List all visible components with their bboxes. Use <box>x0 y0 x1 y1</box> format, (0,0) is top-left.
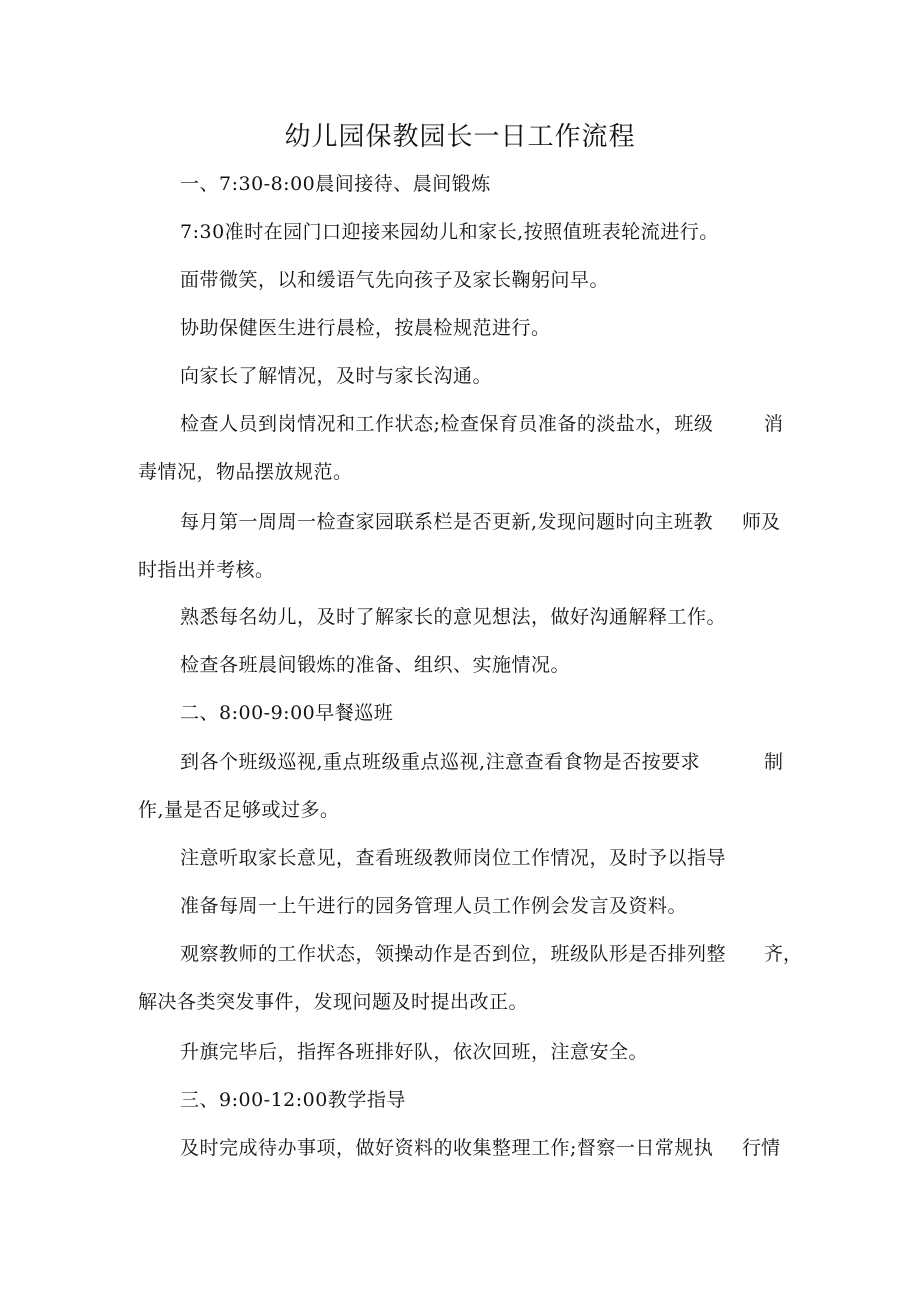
paragraph-continuation: 作,量是否足够或过多。 <box>138 799 340 821</box>
paragraph: 协助保健医生进行晨检，按晨检规范进行。 <box>180 317 551 339</box>
paragraph: 7:30准时在园门口迎接来园幼儿和家长,按照值班表轮流进行。 <box>180 221 719 243</box>
paragraph: 注意听取家长意见，查看班级教师岗位工作情况，及时予以指导 <box>180 847 727 869</box>
paragraph: 面带微笑，以和缓语气先向孩子及家长鞠躬问早。 <box>180 269 610 291</box>
paragraph: 检查各班晨间锻炼的准备、组织、实施情况。 <box>180 654 571 676</box>
section-3-heading: 三、9:00-12:00教学指导 <box>180 1089 406 1111</box>
paragraph: 检查人员到岗情况和工作状态;检查保育员准备的淡盐水，班级 <box>180 413 714 435</box>
paragraph: 观察教师的工作状态，领操动作是否到位，班级队形是否排列整 <box>180 943 727 965</box>
paragraph-tail: 消 <box>764 413 784 435</box>
section-2-heading: 二、8:00-9:00早餐巡班 <box>180 702 394 724</box>
paragraph: 每月第一周周一检查家园联系栏是否更新,发现问题时向主班教 <box>180 511 714 533</box>
paragraph-tail: 齐， <box>764 943 803 965</box>
paragraph: 升旗完毕后，指挥各班排好队，依次回班，注意安全。 <box>180 1041 649 1063</box>
paragraph-tail: 行情 <box>742 1137 781 1159</box>
paragraph: 到各个班级巡视,重点班级重点巡视,注意查看食物是否按要求 <box>180 751 701 773</box>
paragraph-continuation: 解决各类突发事件，发现问题及时提出改正。 <box>138 991 529 1013</box>
paragraph-tail: 制 <box>764 751 784 773</box>
paragraph-continuation: 毒情况，物品摆放规范。 <box>138 461 353 483</box>
section-1-heading: 一、7:30-8:00晨间接待、晨间锻炼 <box>180 173 491 195</box>
paragraph: 准备每周一上午进行的园务管理人员工作例会发言及资料。 <box>180 895 688 917</box>
paragraph-tail: 师及 <box>742 511 781 533</box>
paragraph: 熟悉每名幼儿，及时了解家长的意见想法，做好沟通解释工作。 <box>180 606 727 628</box>
paragraph-continuation: 时指出并考核。 <box>138 559 275 581</box>
paragraph: 向家长了解情况，及时与家长沟通。 <box>180 365 493 387</box>
paragraph: 及时完成待办事项，做好资料的收集整理工作;督察一日常规执 <box>180 1137 714 1159</box>
document-title: 幼儿园保教园长一日工作流程 <box>284 122 636 152</box>
